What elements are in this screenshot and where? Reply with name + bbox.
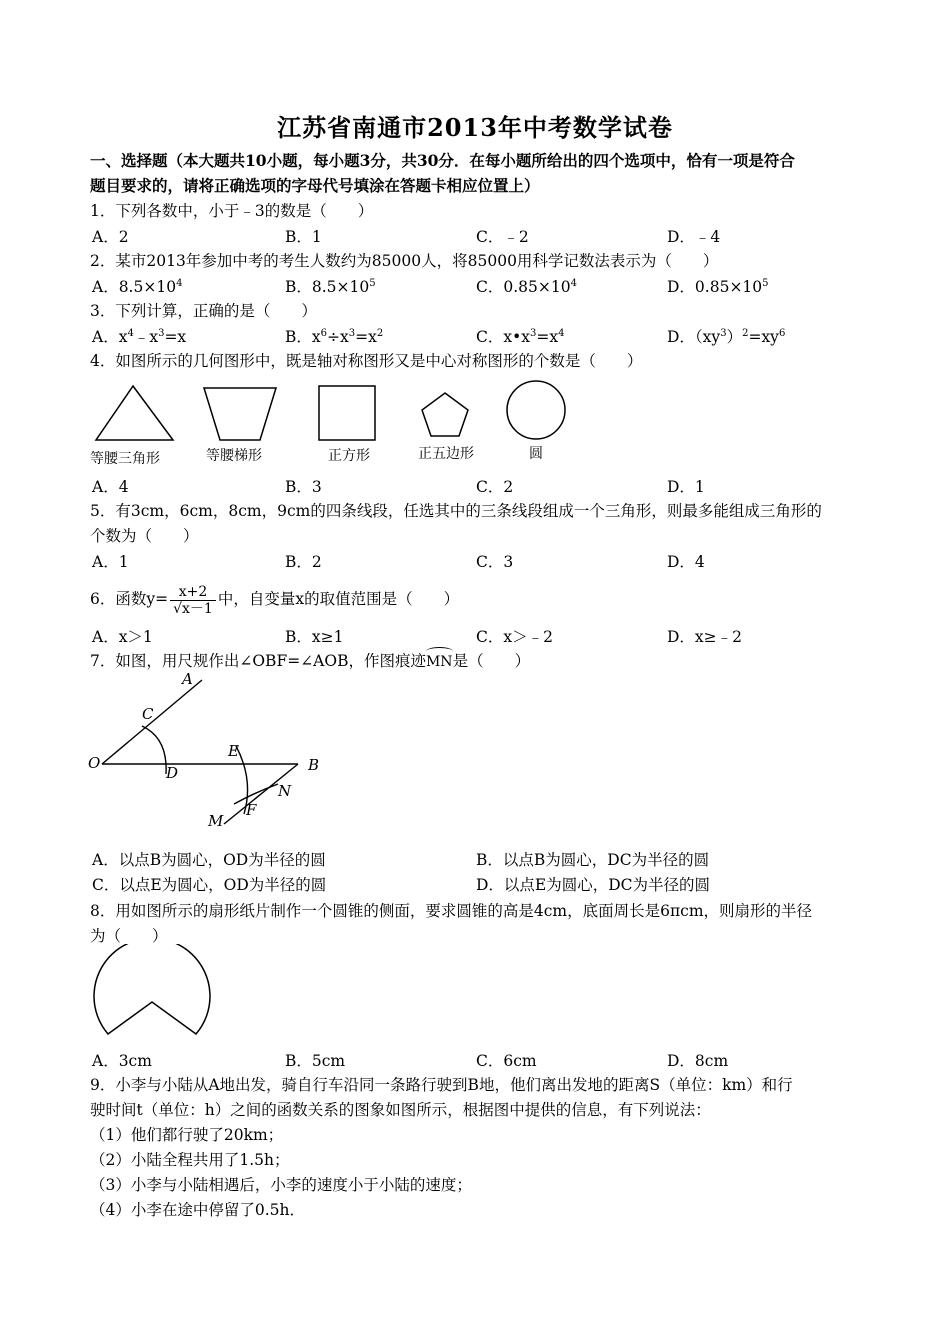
point-label-b: B: [308, 756, 320, 774]
q1-option-d: D．﹣4: [667, 228, 721, 246]
q6-option-d: D．x≥﹣2: [667, 628, 743, 646]
q7-construction-figure: [86, 668, 336, 836]
point-label-o: O: [88, 754, 101, 772]
q1-option-b: B．1: [285, 228, 322, 246]
q3-option-a: A．$x^4﹣x^3=x$: [92, 328, 187, 346]
q2-option-c: C．$0.85\times 10^4$: [476, 278, 577, 296]
shape-label: 圆: [529, 446, 543, 462]
q9-stem-line2: 驶时间t（单位：h）之间的函数关系的图象如图所示，根据图中提供的信息，有下列说法：: [90, 1101, 711, 1119]
q3-option-d: D．$(xy^3)^2=xy^6$: [667, 328, 786, 346]
q1-option-c: C．﹣2: [476, 228, 529, 246]
q6-stem: 6．函数y= $\frac{x+2}{√x-1}$ 中，自变量x的取值范围是（ ）: [90, 583, 460, 617]
point-label-c: C: [142, 705, 154, 723]
q2-option-d: D．$0.85\times 10^5$: [667, 278, 769, 296]
q4-option-a: A．4: [92, 478, 129, 496]
q9-stem-line1: 9．小李与小陆从A地出发，骑自行车沿同一条路行驶到B地，他们离出发地的距离S（单位：km）和行: [90, 1076, 793, 1094]
q7-option-b: B．以点B为圆心，DC为半径的圆: [476, 851, 710, 869]
q4-shapes-figure: [88, 378, 578, 470]
q3-option-b: B．$x^6\div x^3=x^2$: [285, 328, 384, 346]
q5-option-c: C．3: [476, 553, 514, 571]
q4-stem: 4．如图所示的几何图形中，既是轴对称图形又是中心对称图形的个数是（ ）: [90, 352, 643, 370]
q7-option-d: D．以点E为圆心，DC为半径的圆: [476, 876, 711, 894]
point-label-a: A: [182, 670, 193, 688]
q5-option-a: A．1: [92, 553, 129, 571]
q8-option-b: B．5cm: [285, 1052, 346, 1070]
q8-option-c: C．6cm: [476, 1052, 537, 1070]
q6-fraction: $\frac{x+2}{√x-1}$: [170, 584, 216, 617]
q3-option-c: C．$x•x^3=x^4$: [476, 328, 565, 346]
arc-mn: MN: [426, 651, 453, 673]
q1-option-a: A．2: [92, 228, 129, 246]
shape-label: 正五边形: [418, 446, 474, 462]
q2-option-b: B．$8.5\times 10^5$: [285, 278, 376, 296]
q5-stem-line1: 5．有3cm，6cm，8cm，9cm的四条线段，任选其中的三条线段组成一个三角形，则最多能组成三角形的: [90, 502, 822, 520]
q6-option-c: C．x＞﹣2: [476, 628, 553, 646]
square-shape: [319, 386, 375, 440]
q8-stem-line2: 为（ ）: [90, 927, 168, 945]
q4-option-d: D．1: [667, 478, 705, 496]
point-label-d: D: [166, 764, 179, 782]
q8-stem-line1: 8．用如图所示的扇形纸片制作一个圆锥的侧面，要求圆锥的高是4cm，底面周长是6πcm，则扇形的半径: [90, 902, 813, 920]
q9-statement-2: （2）小陆全程共用了1.5h；: [90, 1151, 290, 1169]
q9-statement-1: （1）他们都行驶了20km；: [90, 1126, 284, 1144]
q4-option-c: C．2: [476, 478, 514, 496]
circle-shape: [507, 381, 565, 439]
q8-sector-figure: [88, 944, 216, 1044]
q9-statement-3: （3）小李与小陆相遇后，小李的速度小于小陆的速度；: [90, 1176, 472, 1194]
q5-option-b: B．2: [285, 553, 322, 571]
q5-stem-line2: 个数为（ ）: [90, 527, 199, 545]
shape-label: 等腰梯形: [206, 448, 262, 464]
section-heading-line2: 题目要求的，请将正确选项的字母代号填涂在答题卡相应位置上）: [90, 176, 540, 195]
page-title: 江苏省南通市2013年中考数学试卷: [277, 113, 673, 142]
isosceles-trapezoid-shape: [204, 388, 276, 440]
q7-stem: 7．如图，用尺规作出∠OBF=∠AOB，作图痕迹MN是（ ）: [90, 650, 530, 673]
q8-option-d: D．8cm: [667, 1052, 729, 1070]
point-label-m: M: [208, 812, 224, 830]
q7-option-a: A．以点B为圆心，OD为半径的圆: [92, 851, 326, 869]
q8-option-a: A．3cm: [92, 1052, 152, 1070]
q6-option-a: A．x＞1: [92, 628, 153, 646]
isosceles-triangle-shape: [96, 386, 173, 440]
q9-statement-4: （4）小李在途中停留了0.5h．: [90, 1201, 305, 1219]
q6-option-b: B．x≥1: [285, 628, 344, 646]
q5-option-d: D．4: [667, 553, 705, 571]
q1-stem: 1．下列各数中，小于﹣3的数是（ ）: [90, 202, 374, 220]
point-label-e: E: [228, 742, 239, 760]
pentagon-shape: [422, 393, 468, 436]
q3-stem: 3．下列计算，正确的是（ ）: [90, 302, 317, 320]
q2-stem: 2．某市2013年参加中考的考生人数约为85000人，将85000用科学记数法表示为（ ）: [90, 252, 719, 270]
q2-option-a: A．$8.5\times 10^4$: [92, 278, 183, 296]
q7-option-c: C．以点E为圆心，OD为半径的圆: [92, 876, 327, 894]
point-label-n: N: [278, 782, 292, 800]
point-label-f: F: [246, 801, 257, 819]
section-heading-line1: 一、选择题（本大题共10小题，每小题3分，共30分．在每小题所给出的四个选项中，恰有一项是符合: [90, 151, 795, 170]
shape-label: 正方形: [328, 448, 370, 464]
shape-label: 等腰三角形: [90, 451, 160, 467]
q4-option-b: B．3: [285, 478, 322, 496]
